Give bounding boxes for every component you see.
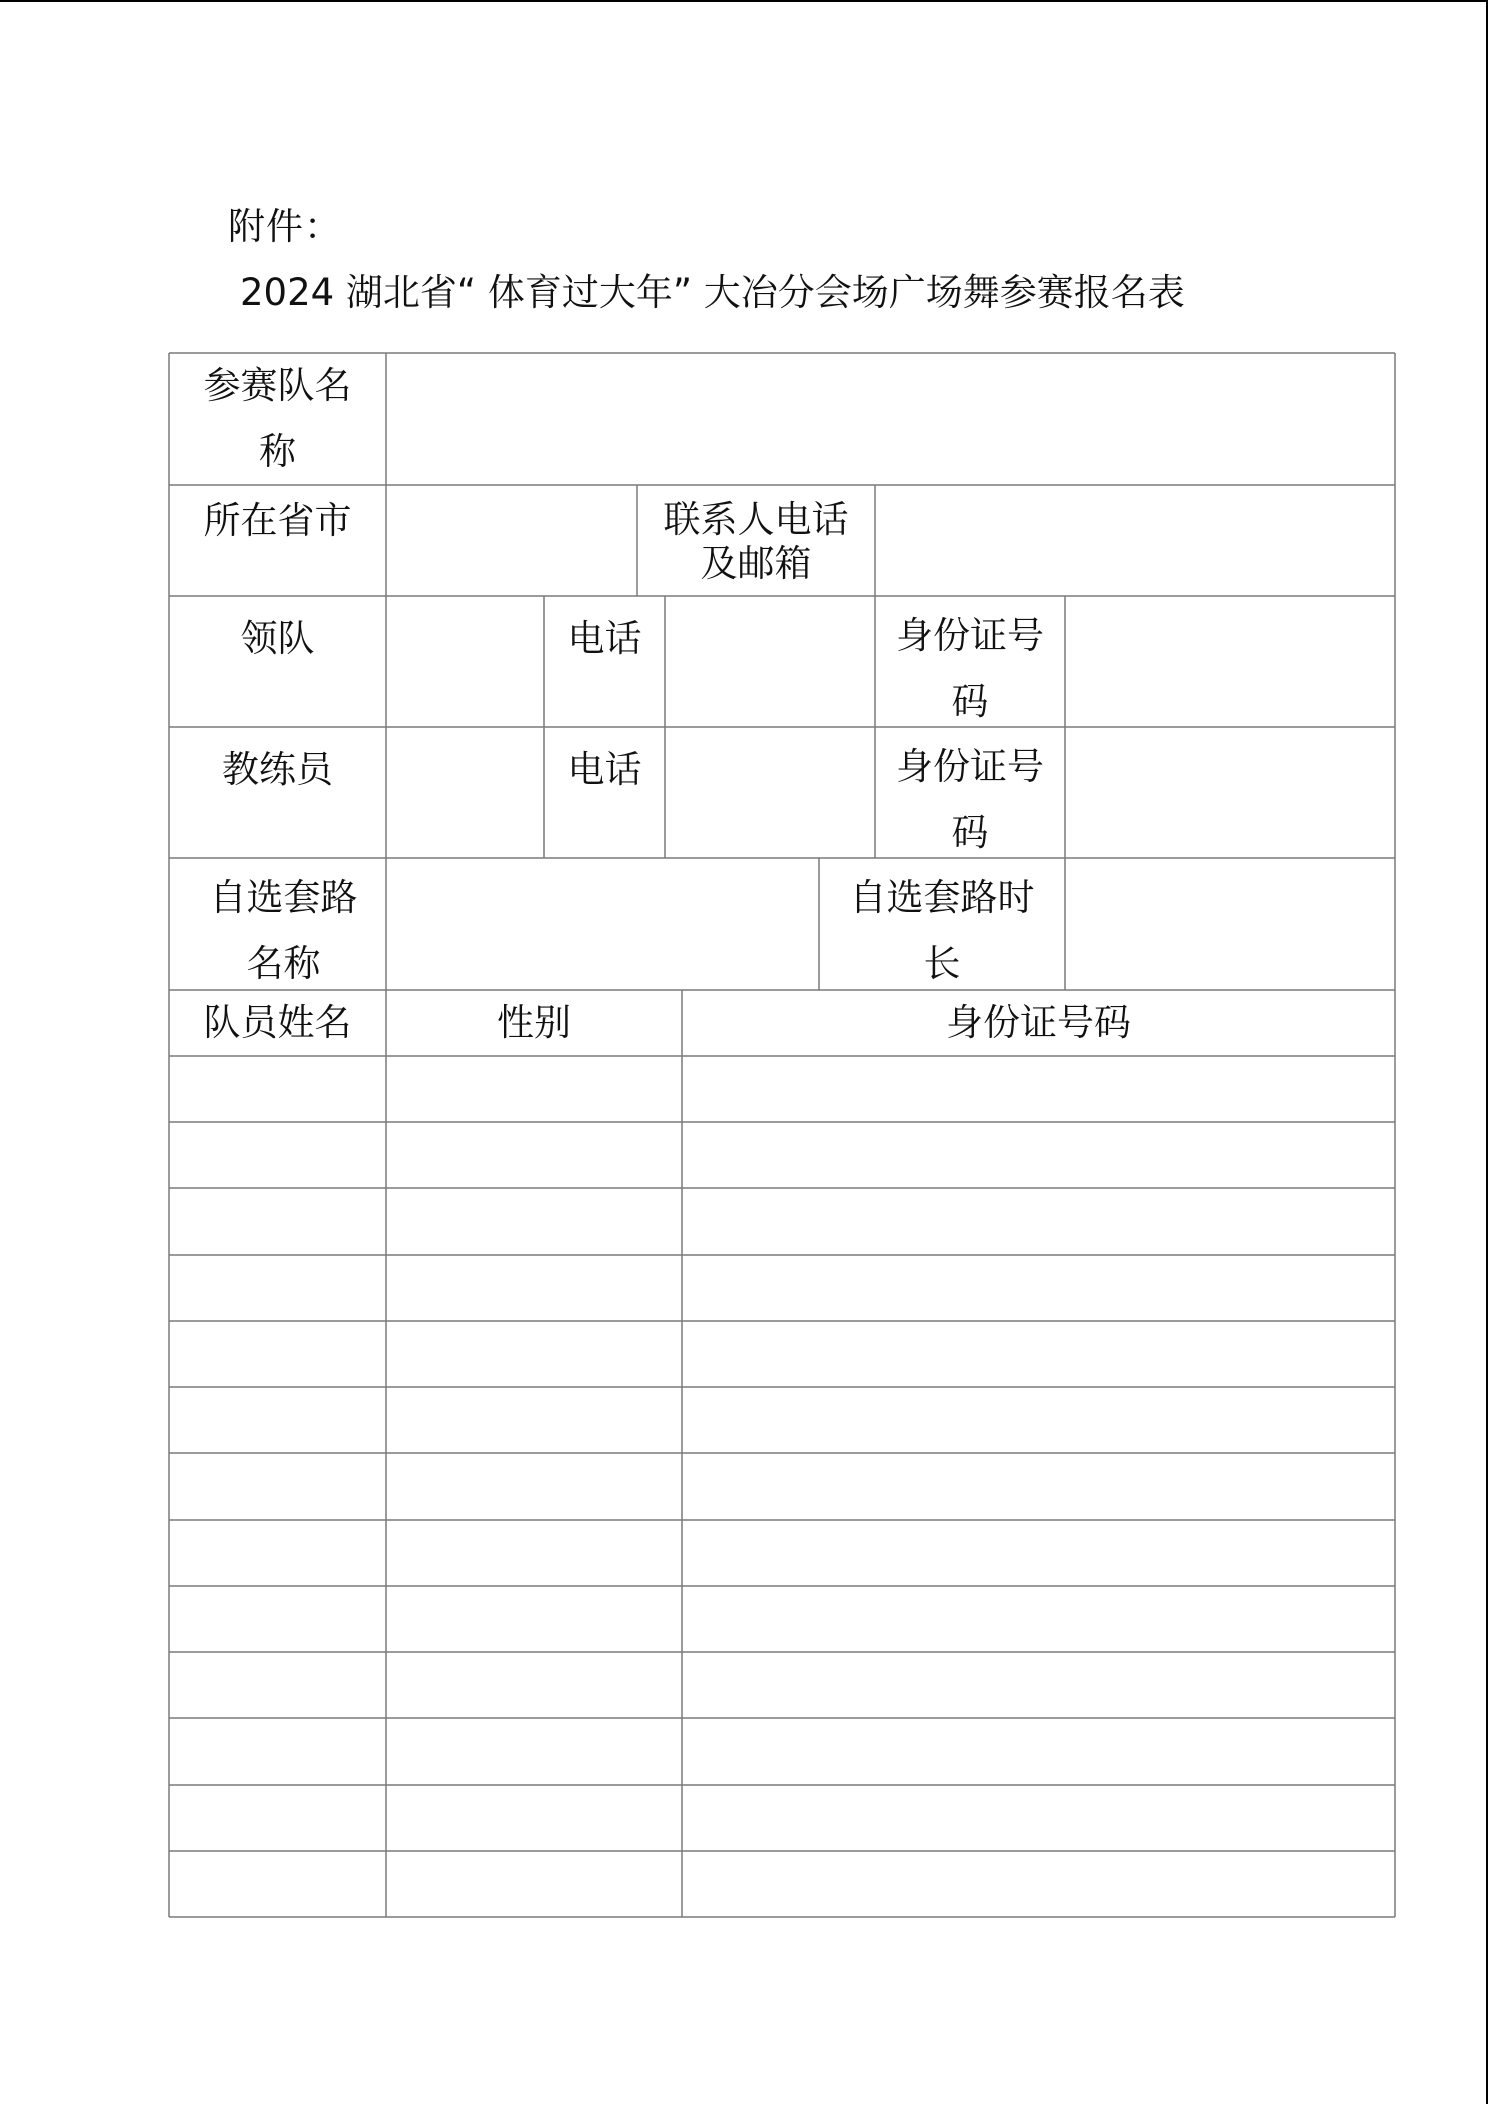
coach-phone-label: 电话: [567, 748, 642, 791]
member-id-cell[interactable]: [682, 1652, 1395, 1718]
leader-id-label-line2: 码: [951, 680, 989, 723]
member-gender-cell[interactable]: [386, 1851, 682, 1917]
coach-name-field[interactable]: [386, 727, 544, 858]
leader-id-field[interactable]: [1065, 596, 1395, 727]
member-id-cell[interactable]: [682, 1387, 1395, 1453]
leader-id-label-line1: 身份证号: [896, 614, 1044, 657]
leader-id-label: [875, 614, 1065, 724]
member-header-id: 身份证号码: [946, 1001, 1131, 1044]
member-name-cell[interactable]: [169, 1718, 386, 1785]
attachment-label: 附件：: [228, 205, 342, 248]
contact-field[interactable]: [875, 485, 1395, 596]
member-id-cell[interactable]: [682, 1255, 1395, 1321]
member-name-cell[interactable]: [169, 1321, 386, 1387]
member-gender-cell[interactable]: [386, 1520, 682, 1586]
member-id-cell[interactable]: [682, 1453, 1395, 1520]
member-gender-cell[interactable]: [386, 1387, 682, 1453]
routine-duration-label-line1: 自选套路时: [849, 876, 1035, 919]
leader-label: 领队: [240, 617, 315, 660]
province-city-field[interactable]: [386, 485, 637, 596]
coach-label: 教练员: [222, 748, 333, 791]
member-gender-cell[interactable]: [386, 1785, 682, 1851]
routine-name-field[interactable]: [386, 858, 819, 990]
member-gender-cell[interactable]: [386, 1321, 682, 1387]
team-name-label-line2: 称: [259, 430, 296, 473]
leader-phone-field[interactable]: [665, 596, 875, 727]
member-gender-cell[interactable]: [386, 1188, 682, 1255]
routine-name-label: [175, 876, 392, 986]
member-header-gender: 性别: [497, 1001, 571, 1044]
contact-label-line1: 联系人电话: [663, 498, 849, 541]
routine-name-label-line2: 名称: [246, 942, 321, 985]
team-name-field[interactable]: [386, 353, 1395, 485]
member-id-cell[interactable]: [682, 1586, 1395, 1652]
team-name-label: [169, 364, 386, 474]
member-name-cell[interactable]: [169, 1188, 386, 1255]
coach-id-label: [875, 745, 1065, 855]
member-name-cell[interactable]: [169, 1785, 386, 1851]
form-title: 2024 湖北省“ 体育过大年” 大冶分会场广场舞参赛报名表: [240, 271, 1185, 314]
coach-id-label-line1: 身份证号: [896, 745, 1044, 788]
member-gender-cell[interactable]: [386, 1453, 682, 1520]
page-top-border: [0, 0, 1488, 2]
member-id-cell[interactable]: [682, 1851, 1395, 1917]
member-gender-cell[interactable]: [386, 1255, 682, 1321]
member-header-name: 队员姓名: [203, 1001, 352, 1044]
contact-label: [637, 498, 875, 586]
member-name-cell[interactable]: [169, 1056, 386, 1122]
leader-name-field[interactable]: [386, 596, 544, 727]
member-name-cell[interactable]: [169, 1586, 386, 1652]
routine-duration-field[interactable]: [1065, 858, 1395, 990]
routine-duration-label-line2: 长: [923, 942, 961, 985]
coach-id-field[interactable]: [1065, 727, 1395, 858]
member-id-cell[interactable]: [682, 1520, 1395, 1586]
member-id-cell[interactable]: [682, 1188, 1395, 1255]
coach-id-label-line2: 码: [951, 811, 989, 854]
member-name-cell[interactable]: [169, 1652, 386, 1718]
member-id-cell[interactable]: [682, 1718, 1395, 1785]
member-name-cell[interactable]: [169, 1453, 386, 1520]
contact-label-line2: 及邮箱: [700, 542, 812, 585]
coach-phone-field[interactable]: [665, 727, 875, 858]
province-city-label: 所在省市: [203, 499, 352, 542]
member-gender-cell[interactable]: [386, 1056, 682, 1122]
member-gender-cell[interactable]: [386, 1652, 682, 1718]
team-name-label-line1: 参赛队名: [203, 364, 352, 407]
member-id-cell[interactable]: [682, 1056, 1395, 1122]
member-gender-cell[interactable]: [386, 1586, 682, 1652]
member-name-cell[interactable]: [169, 1255, 386, 1321]
member-gender-cell[interactable]: [386, 1718, 682, 1785]
routine-duration-label: [819, 876, 1065, 986]
member-gender-cell[interactable]: [386, 1122, 682, 1188]
member-id-cell[interactable]: [682, 1122, 1395, 1188]
leader-phone-label: 电话: [567, 617, 642, 660]
member-name-cell[interactable]: [169, 1122, 386, 1188]
member-id-cell[interactable]: [682, 1321, 1395, 1387]
member-name-cell[interactable]: [169, 1851, 386, 1917]
member-name-cell[interactable]: [169, 1520, 386, 1586]
member-name-cell[interactable]: [169, 1387, 386, 1453]
routine-name-label-line1: 自选套路: [209, 876, 358, 919]
member-id-cell[interactable]: [682, 1785, 1395, 1851]
